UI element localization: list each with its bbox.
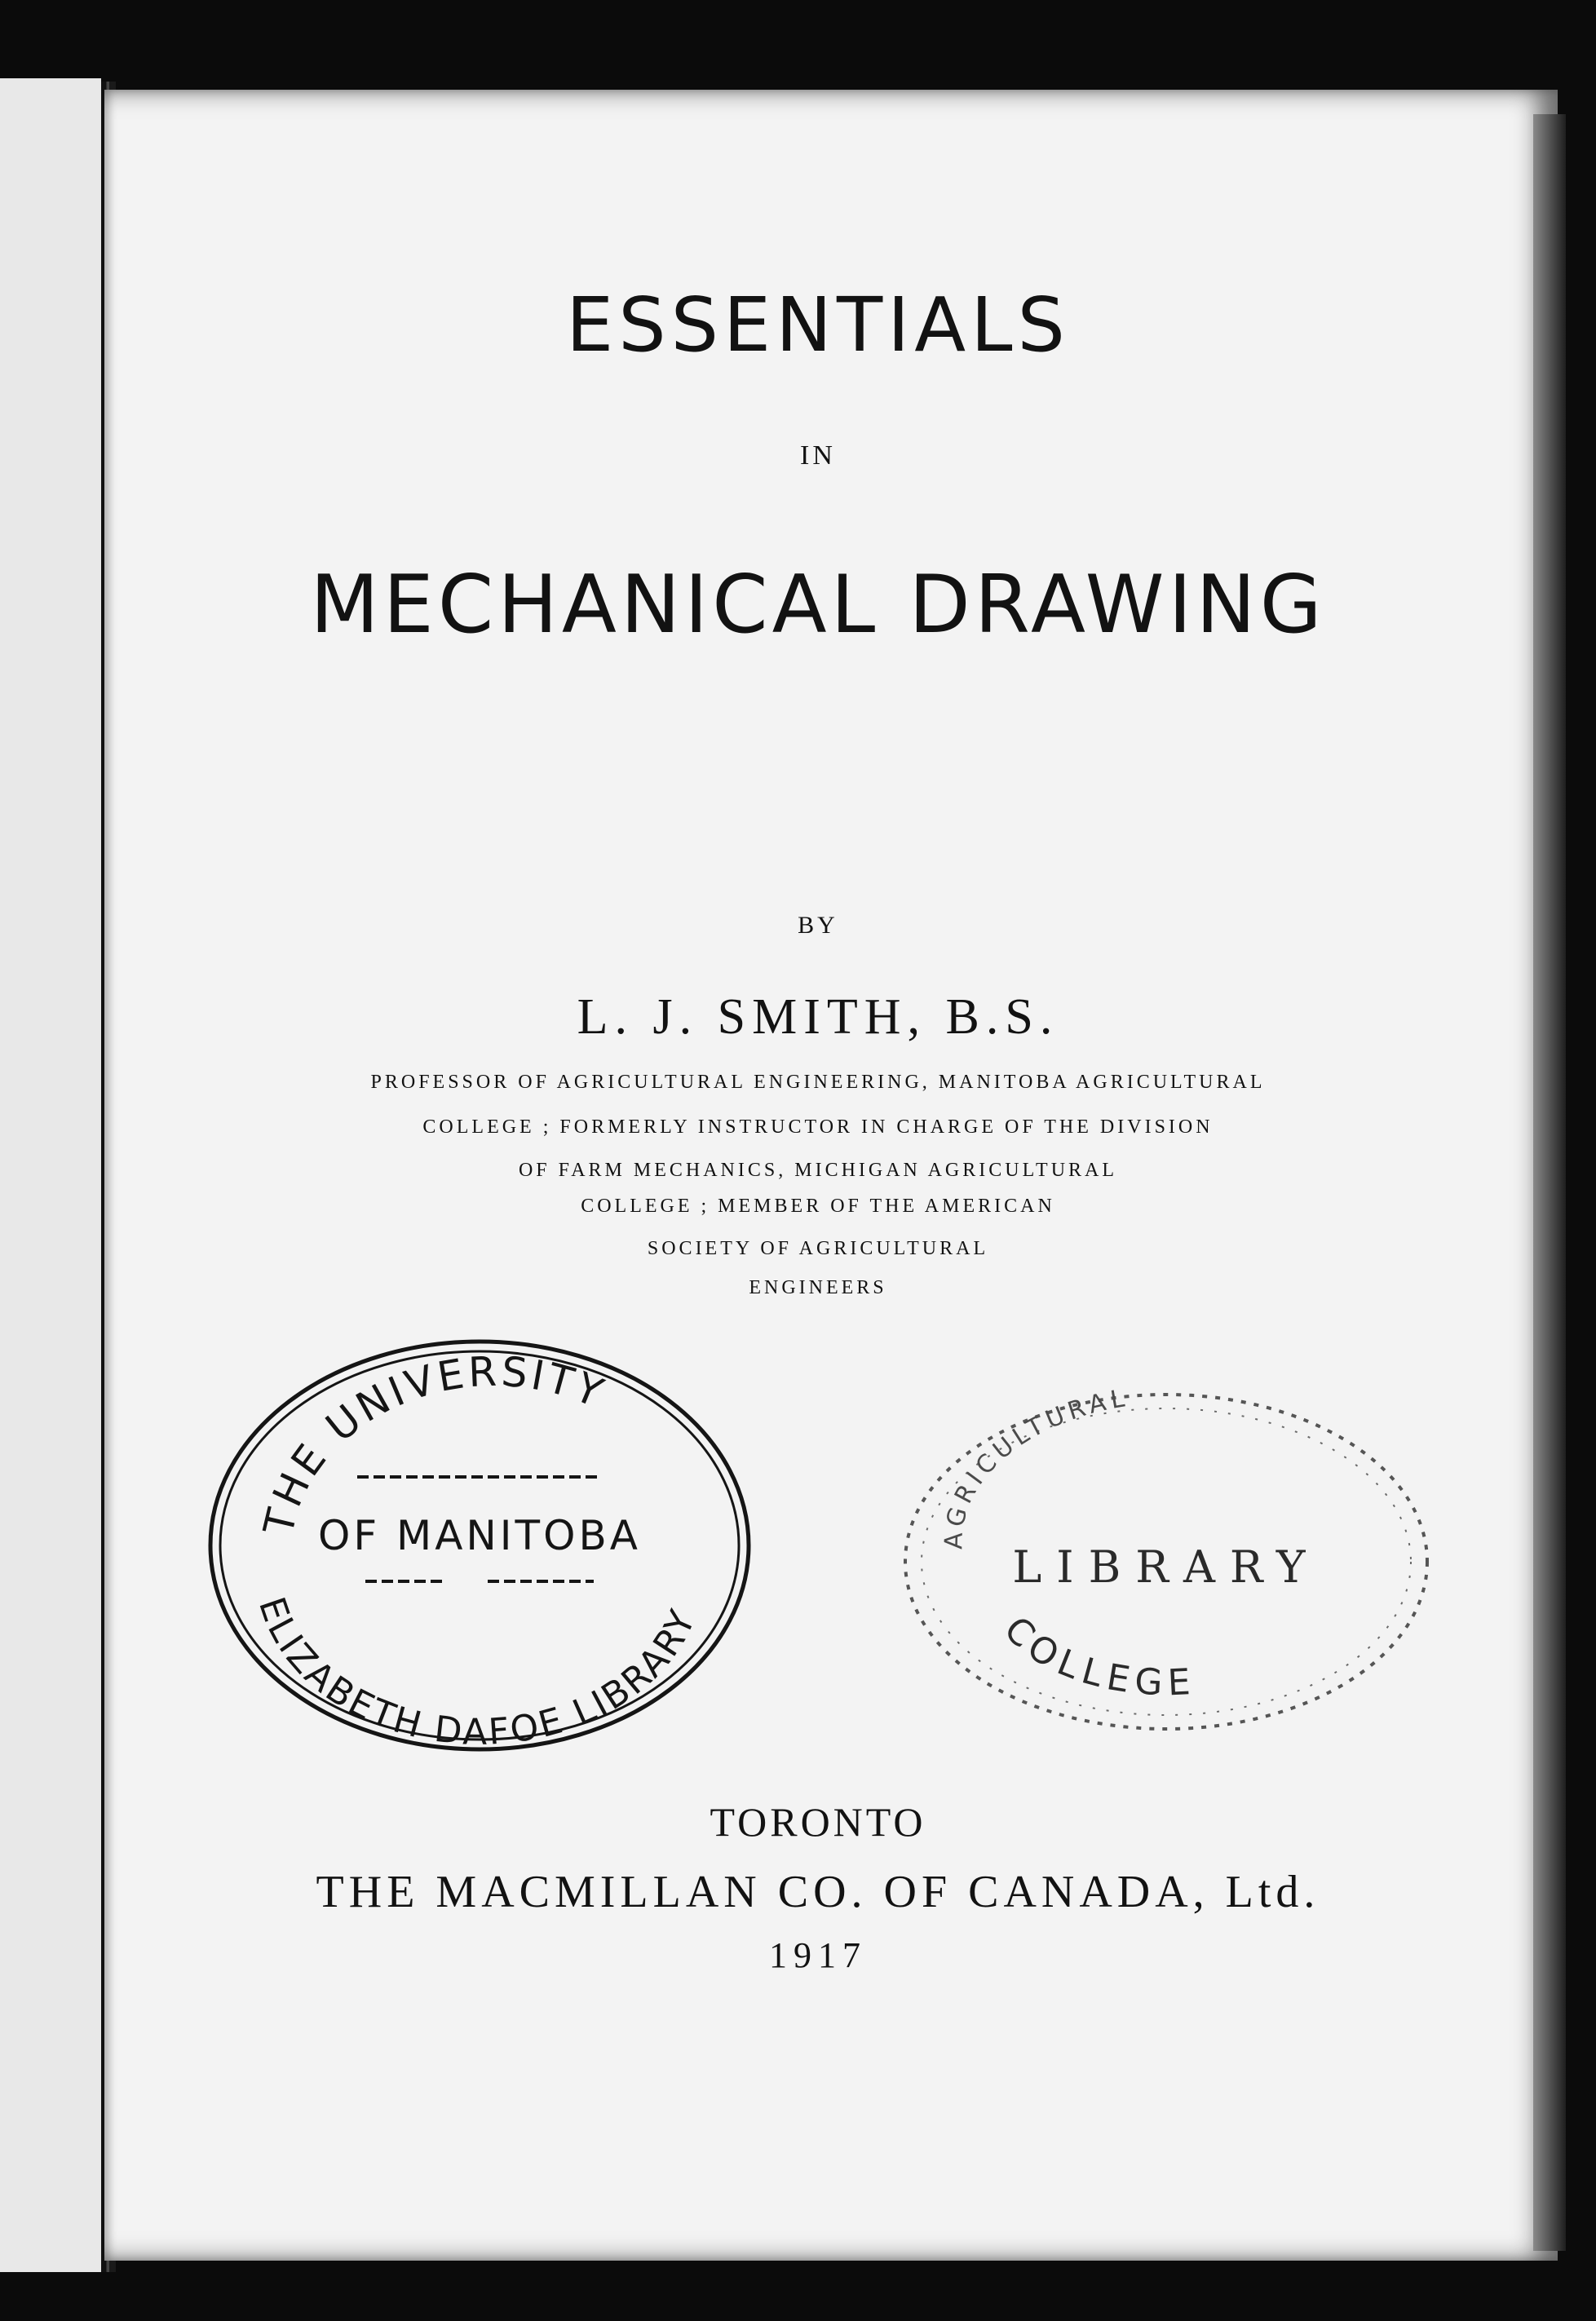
stamp-college-top-text: AGRICULTURAL (939, 1386, 1132, 1550)
svg-text:AGRICULTURAL (939, 1386, 1131, 1550)
publisher-city: TORONTO (710, 1799, 926, 1845)
college-library-stamp (897, 1386, 1435, 1737)
university-library-stamp (202, 1333, 757, 1757)
author-name: L. J. SMITH, B.S. (577, 989, 1059, 1045)
svg-text:COLLEGE (996, 1609, 1198, 1704)
title-line-1: ESSENTIALS (566, 281, 1070, 369)
page-right-shadow (1533, 114, 1566, 2251)
stamp-college-middle-text: LIBRARY (1012, 1541, 1320, 1593)
byline: BY (798, 912, 838, 939)
credential-line-3: OF FARM MECHANICS, MICHIGAN AGRICULTURAL (518, 1160, 1118, 1181)
publisher-name: THE MACMILLAN CO. OF CANADA, Ltd. (316, 1867, 1320, 1917)
stamp-university-bottom-text: ELIZABETH DAFOE LIBRARY (250, 1592, 705, 1753)
title-line-3: MECHANICAL DRAWING (310, 559, 1326, 652)
stamp-university-top-text: THE UNIVERSITY (254, 1347, 612, 1540)
credential-line-6: ENGINEERS (749, 1277, 887, 1298)
stamp-college-bottom-text: COLLEGE (996, 1608, 1198, 1704)
title-line-2: IN (800, 440, 836, 471)
publication-year: 1917 (769, 1935, 867, 1975)
credential-line-4: COLLEGE ; MEMBER OF THE AMERICAN (581, 1196, 1055, 1217)
previous-page-edge (0, 78, 101, 2272)
credential-line-2: COLLEGE ; FORMERLY INSTRUCTOR IN CHARGE OF THE DIVISION (422, 1116, 1214, 1138)
svg-text:ELIZABETH DAFOE LIBRARY (250, 1592, 705, 1753)
stamp-university-middle-text: OF MANITOBA (318, 1512, 641, 1559)
credential-line-1: PROFESSOR OF AGRICULTURAL ENGINEERING, MANITOBA AGRICULTURAL (370, 1072, 1266, 1093)
credential-line-5: SOCIETY OF AGRICULTURAL (647, 1238, 989, 1259)
